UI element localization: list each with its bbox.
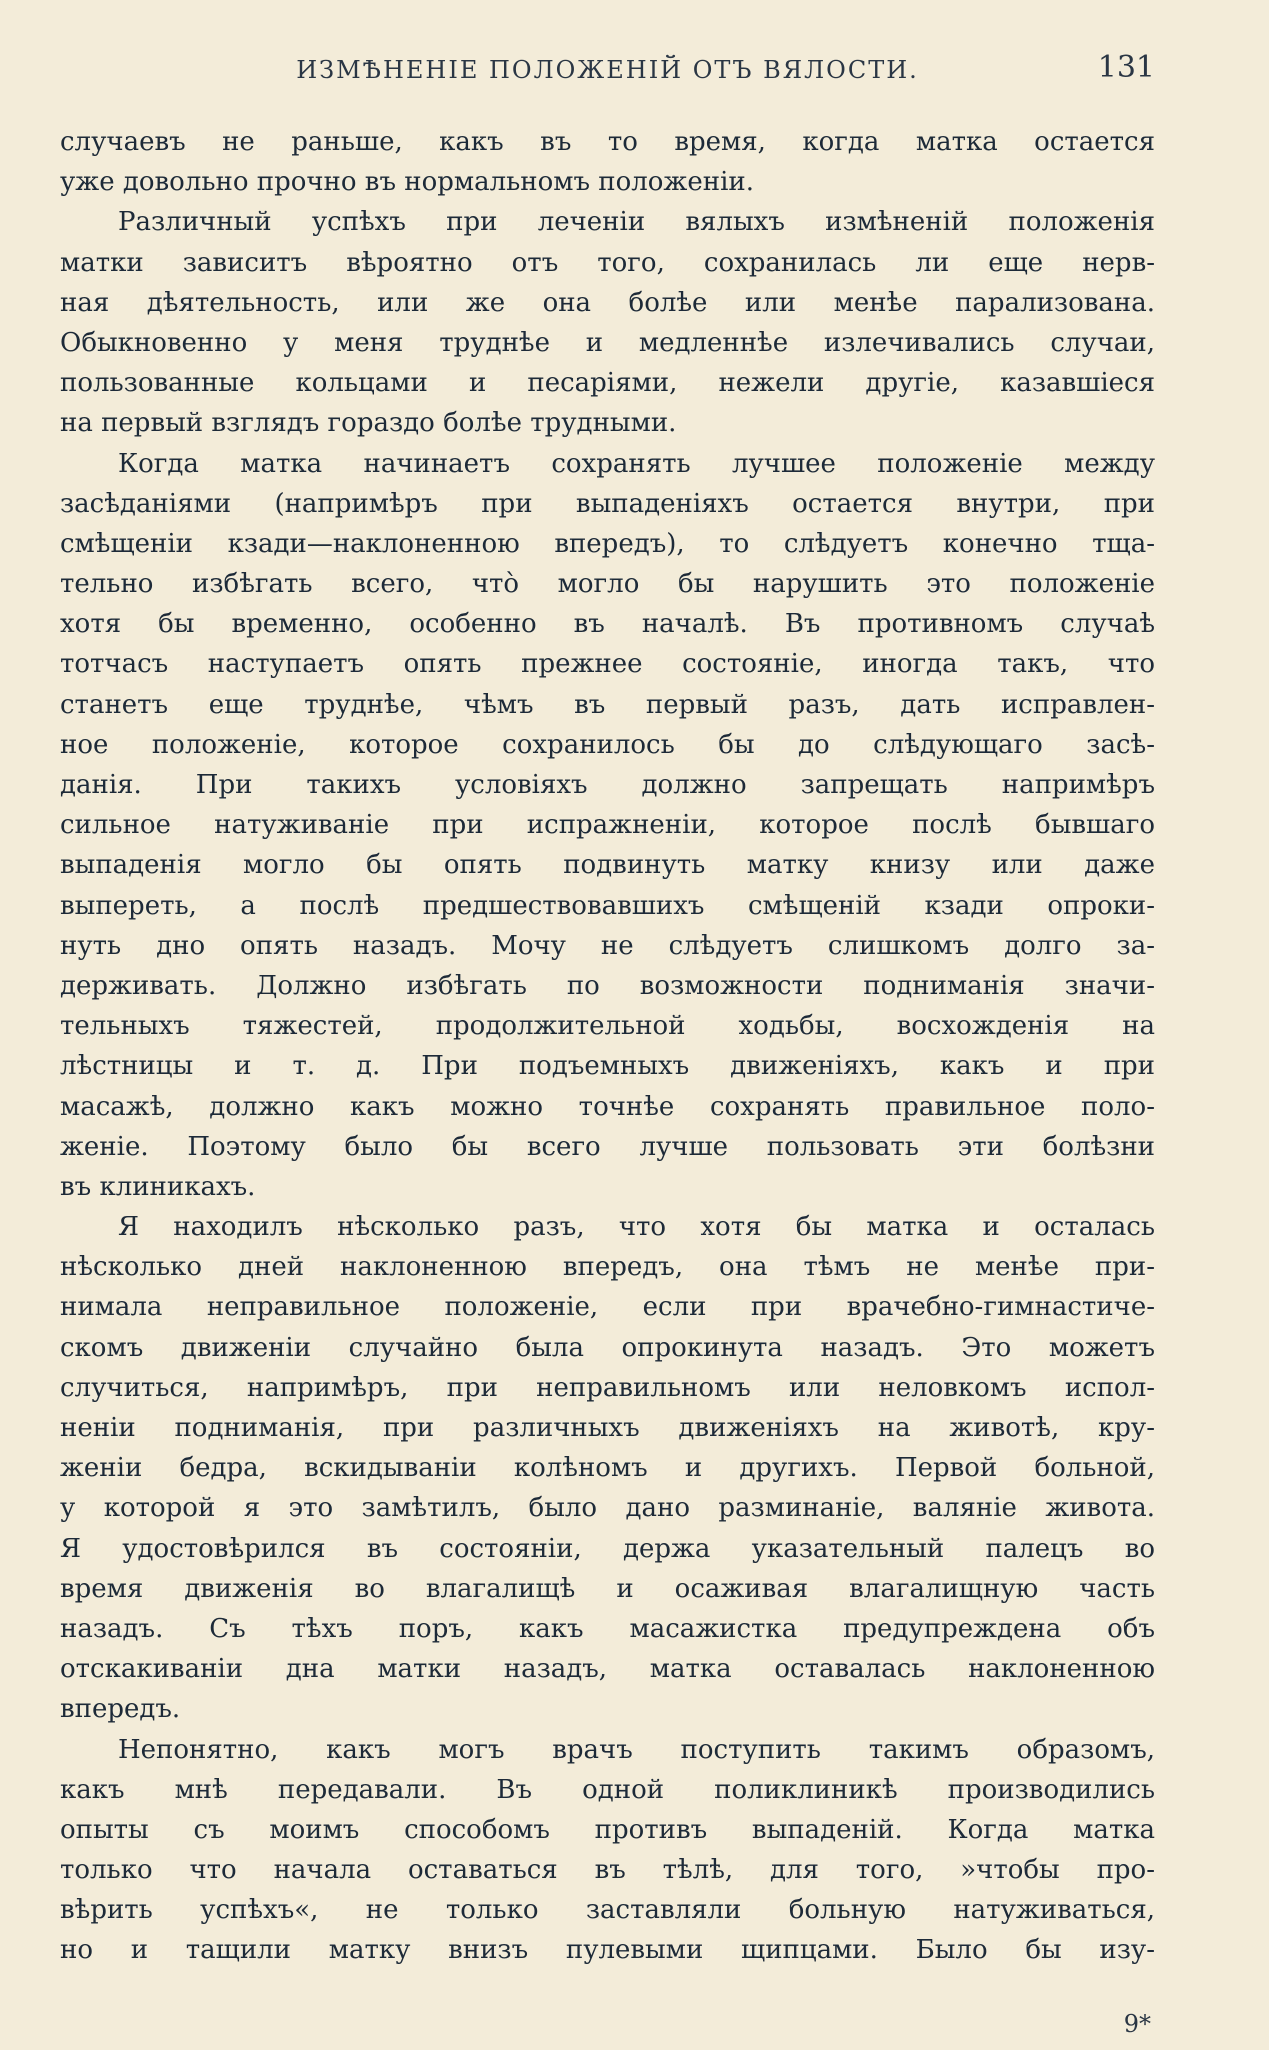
- text-line: Когда матка начинаетъ сохранять лучшее положеніе между: [118, 448, 1155, 479]
- text-line: въ клиникахъ.: [60, 1171, 256, 1202]
- text-line: станетъ еще труднѣе, чѣмъ въ первый разъ, дать исправлен-: [60, 689, 1155, 720]
- text-line: лѣстницы и т. д. При подъемныхъ движеніяхъ, какъ и при: [60, 1051, 1155, 1082]
- text-line: тотчасъ наступаетъ опять прежнее состояніе, иногда такъ, что: [60, 649, 1155, 680]
- text-line: нимала неправильное положеніе, если при врачебно-гимнастиче-: [60, 1292, 1155, 1323]
- signature-mark: 9*: [1123, 2010, 1151, 2038]
- text-line: Непонятно, какъ могъ врачъ поступить такимъ образомъ,: [118, 1734, 1155, 1765]
- text-line: Обыкновенно у меня труднѣе и медленнѣе излечивались случаи,: [60, 327, 1155, 358]
- text-line: выпереть, а послѣ предшествовавшихъ смѣщеній кзади опроки-: [60, 890, 1155, 921]
- text-line: матки зависитъ вѣроятно отъ того, сохранилась ли еще нерв-: [60, 247, 1155, 278]
- text-line: держивать. Должно избѣгать по возможности подниманія значи-: [60, 970, 1155, 1001]
- text-line: засѣданіями (напримѣръ при выпаденіяхъ остается внутри, при: [60, 488, 1155, 519]
- text-line: нуть дно опять назадъ. Мочу не слѣдуетъ слишкомъ долго за-: [60, 930, 1155, 961]
- body-text: [60, 122, 1155, 1971]
- text-line: сильное натуживаніе при испражненіи, которое послѣ бывшаго: [60, 810, 1155, 841]
- text-line: масажѣ, должно какъ можно точнѣе сохранять правильное поло-: [60, 1091, 1155, 1122]
- text-line: неніи подниманія, при различныхъ движеніяхъ на животѣ, кру-: [60, 1413, 1155, 1443]
- text-line: смѣщеніи кзади—наклоненною впередъ), то слѣдуетъ конечно тща-: [60, 528, 1155, 559]
- text-line: женіе. Поэтому было бы всего лучше пользовать эти болѣзни: [60, 1131, 1155, 1162]
- text-line: у которой я это замѣтилъ, было дано разминаніе, валяніе живота.: [60, 1493, 1155, 1524]
- text-line: выпаденія могло бы опять подвинуть матку книзу или даже: [60, 850, 1155, 881]
- page-number: 131: [1097, 50, 1155, 85]
- text-line: случиться, напримѣръ, при неправильномъ или неловкомъ испол-: [60, 1372, 1155, 1403]
- text-line: ное положеніе, которое сохранилось бы до слѣдующаго засѣ-: [60, 729, 1155, 760]
- running-head: [60, 50, 1155, 90]
- text-line: нѣсколько дней наклоненною впередъ, она тѣмъ не менѣе при-: [60, 1252, 1155, 1283]
- text-line: женіи бедра, вскидываніи колѣномъ и другихъ. Первой больной,: [60, 1453, 1155, 1484]
- text-line: пользованные кольцами и песаріями, нежели другіе, казавшіеся: [60, 368, 1155, 399]
- text-line: тельно избѣгать всего, что̀ могло бы нарушить это положеніе: [60, 569, 1155, 600]
- text-line: скомъ движеніи случайно была опрокинута назадъ. Это можетъ: [60, 1332, 1155, 1363]
- text-line: Я находилъ нѣсколько разъ, что хотя бы матка и осталась: [118, 1212, 1155, 1243]
- text-line: только что начала оставаться въ тѣлѣ, для того, »чтобы про-: [60, 1855, 1155, 1886]
- text-line: время движенія во влагалищѣ и осаживая влагалищную часть: [60, 1573, 1155, 1604]
- text-line: отскакиваніи дна матки назадъ, матка оставалась наклоненною: [60, 1654, 1155, 1685]
- text-line: хотя бы временно, особенно въ началѣ. Въ противномъ случаѣ: [60, 609, 1155, 640]
- text-line: назадъ. Съ тѣхъ поръ, какъ масажистка предупреждена объ: [60, 1613, 1155, 1644]
- text-line: ная дѣятельность, или же она болѣе или менѣе парализована.: [60, 287, 1155, 318]
- text-line: Я удостовѣрился въ состояніи, держа указательный палецъ во: [60, 1533, 1155, 1564]
- text-line: уже довольно прочно въ нормальномъ положеніи.: [60, 167, 754, 198]
- text-line: впередъ.: [60, 1694, 181, 1725]
- text-line: тельныхъ тяжестей, продолжительной ходьбы, восхожденія на: [60, 1011, 1155, 1042]
- text-line: случаевъ не раньше, какъ въ то время, когда матка остается: [60, 127, 1155, 157]
- text-line: данія. При такихъ условіяхъ должно запрещать напримѣръ: [60, 770, 1155, 800]
- text-line: но и тащили матку внизъ пулевыми щипцами. Было бы изу-: [60, 1935, 1155, 1966]
- text-line: Различный успѣхъ при леченіи вялыхъ измѣненій положенія: [118, 207, 1155, 238]
- text-line: на первый взглядъ гораздо болѣе трудными.: [60, 408, 677, 439]
- text-line: какъ мнѣ передавали. Въ одной поликлиникѣ производились: [60, 1774, 1155, 1805]
- running-title: ИЗМѢНЕНІЕ ПОЛОЖЕНІЙ ОТЪ ВЯЛОСТИ.: [296, 56, 919, 84]
- text-line: вѣрить успѣхъ«, не только заставляли больную натуживаться,: [60, 1895, 1155, 1926]
- text-line: опыты съ моимъ способомъ противъ выпаденій. Когда матка: [60, 1814, 1155, 1845]
